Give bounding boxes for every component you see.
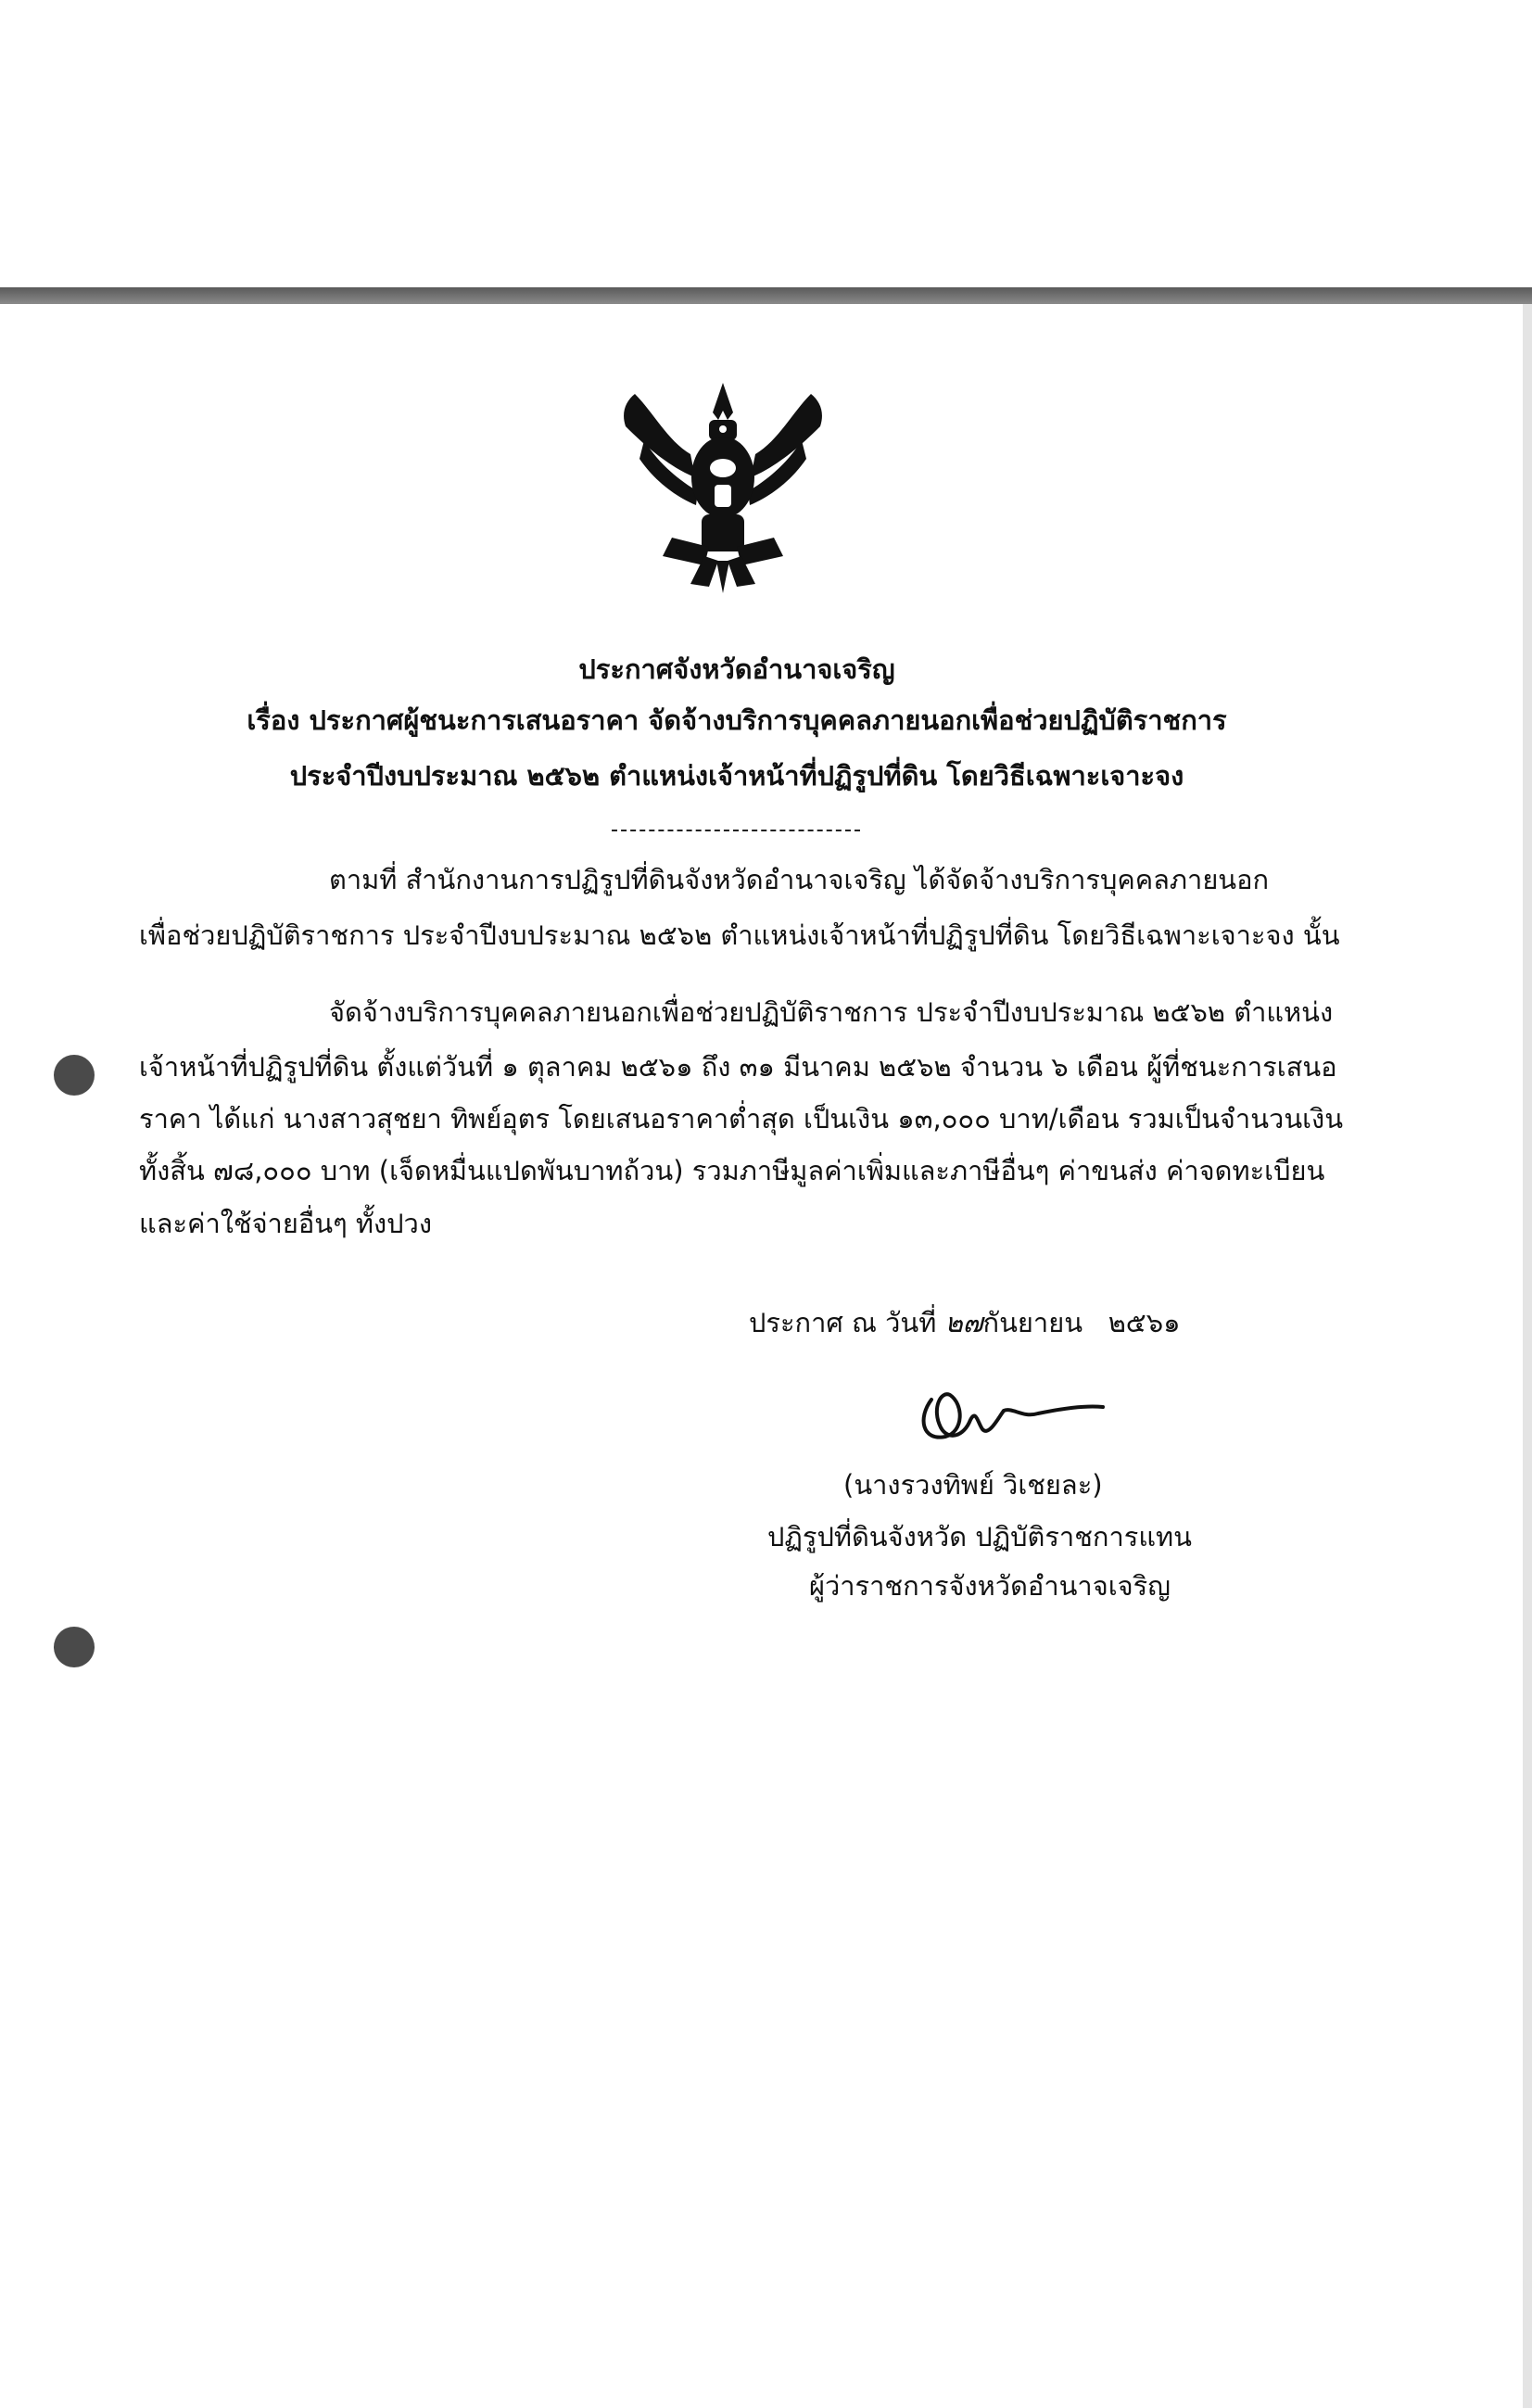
announcement-subject-line1: เรื่อง ประกาศผู้ชนะการเสนอราคา จัดจ้างบริการบุคคลภายนอกเพื่อช่วยปฏิบัติราชการ — [247, 704, 1227, 736]
title-divider — [612, 830, 860, 831]
garuda-emblem-icon — [616, 375, 829, 598]
scan-edge-right — [1523, 304, 1532, 2408]
dateline — [749, 1307, 1181, 1338]
dateline-month: กันยายน — [982, 1307, 1083, 1338]
signatory-name: (นางรวงทิพย์ วิเชยละ) — [843, 1469, 1103, 1501]
scan-edge-top — [0, 287, 1532, 304]
paragraph2-line1: จัดจ้างบริการบุคคลภายนอกเพื่อช่วยปฏิบัติราชการ ประจำปีงบประมาณ ๒๕๖๒ ตำแหน่ง — [329, 996, 1334, 1028]
paragraph1-line2: เพื่อช่วยปฏิบัติราชการ ประจำปีงบประมาณ ๒๕๖๒ ตำแหน่งเจ้าหน้าที่ปฏิรูปที่ดิน โดยวิธีเฉพาะเจาะจง นั้น — [139, 919, 1340, 951]
punch-hole-upper — [54, 1055, 95, 1096]
signatory-position-line1: ปฏิรูปที่ดินจังหวัด ปฏิบัติราชการแทน — [767, 1521, 1192, 1553]
paragraph2-line3: ราคา ได้แก่ นางสาวสุชยา ทิพย์อุตร โดยเสนอราคาต่ำสุด เป็นเงิน ๑๓,๐๐๐ บาท/เดือน รวมเป็นจำนวนเงิน — [139, 1103, 1344, 1134]
paragraph2-line5: และค่าใช้จ่ายอื่นๆ ทั้งปวง — [139, 1208, 432, 1239]
paragraph1-line1: ตามที่ สำนักงานการปฏิรูปที่ดินจังหวัดอำนาจเจริญ ได้จัดจ้างบริการบุคคลภายนอก — [329, 864, 1270, 895]
signature — [913, 1372, 1108, 1455]
paragraph2-line4: ทั้งสิ้น ๗๘,๐๐๐ บาท (เจ็ดหมื่นแปดพันบาทถ้วน) รวมภาษีมูลค่าเพิ่มและภาษีอื่นๆ ค่าขนส่ง ค่าจดทะเบียน — [139, 1155, 1325, 1186]
announcement-title: ประกาศจังหวัดอำนาจเจริญ — [578, 653, 895, 685]
signatory-position-line2: ผู้ว่าราชการจังหวัดอำนาจเจริญ — [809, 1570, 1171, 1602]
dateline-prefix: ประกาศ ณ วันที่ — [749, 1307, 937, 1338]
punch-hole-lower — [54, 1627, 95, 1667]
dateline-year: ๒๕๖๑ — [1108, 1307, 1181, 1338]
announcement-subject-line2: ประจำปีงบประมาณ ๒๕๖๒ ตำแหน่งเจ้าหน้าที่ปฏิรูปที่ดิน โดยวิธีเฉพาะเจาะจง — [289, 760, 1184, 792]
paragraph2-line2: เจ้าหน้าที่ปฏิรูปที่ดิน ตั้งแต่วันที่ ๑ ตุลาคม ๒๕๖๑ ถึง ๓๑ มีนาคม ๒๕๖๒ จำนวน ๖ เดือน ผู้ที่ชนะการเสนอ — [139, 1051, 1337, 1083]
dateline-day: ๒๗ — [944, 1307, 983, 1338]
